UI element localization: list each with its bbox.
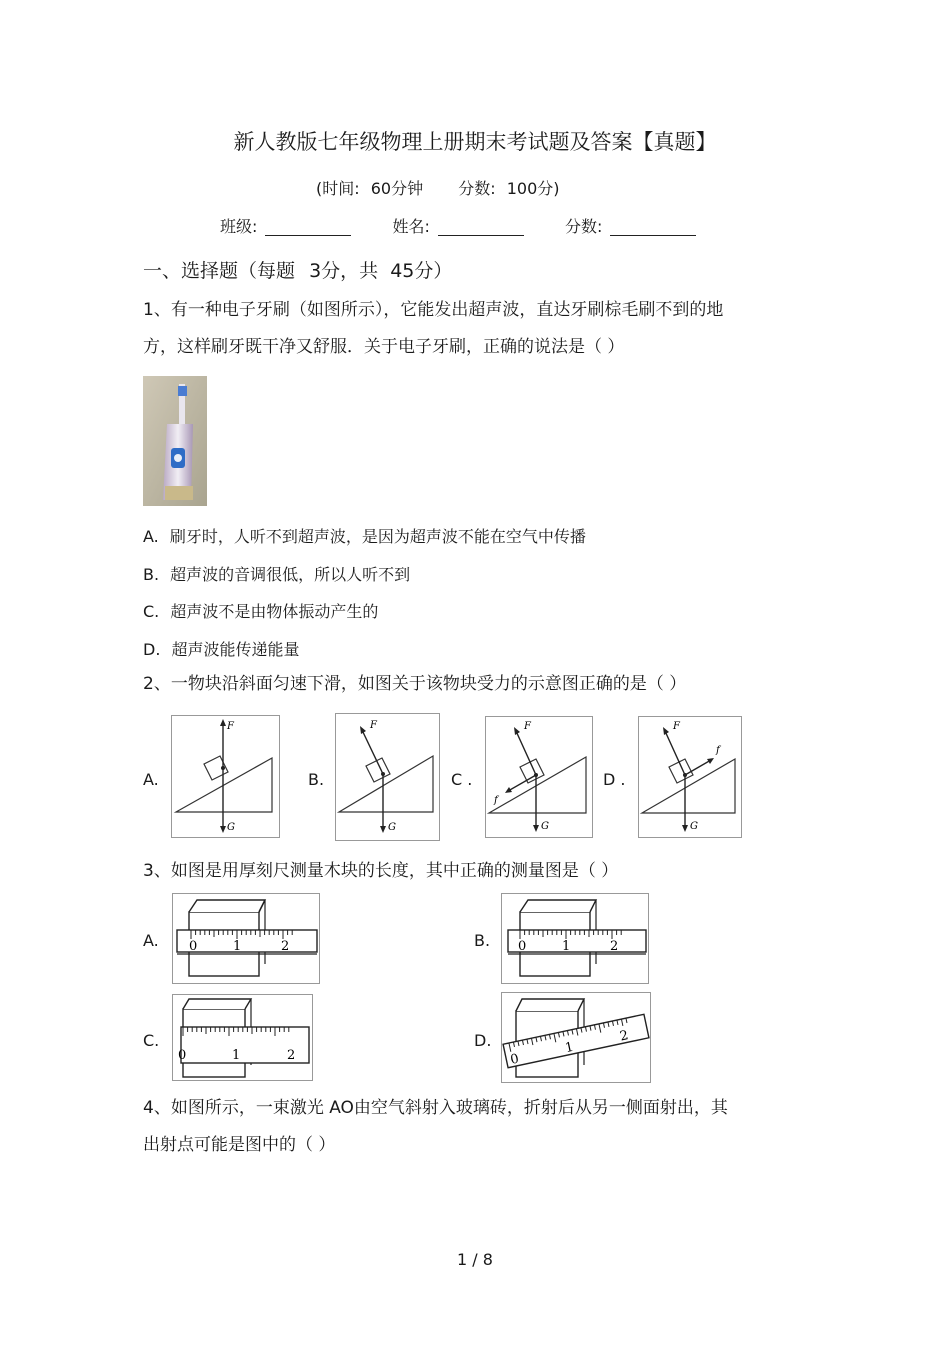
q2-figure-c (485, 716, 593, 838)
question-1-line-2: 方，这样刷牙既干净又舒服．关于电子牙刷，正确的说法是（ ） (143, 337, 625, 357)
q2-label-c[interactable]: C . (451, 770, 473, 789)
q3-d-tick-2: 2 (618, 1028, 630, 1045)
score-blank[interactable] (610, 217, 696, 236)
q3-figure-b (501, 893, 649, 984)
q2-c-force-f-label: F (524, 721, 531, 732)
q1-option-d[interactable] (143, 637, 300, 660)
q3-a-tick-0: 0 (189, 939, 198, 954)
q1-option-c-key: C. (143, 602, 160, 621)
class-label: 班级: (220, 217, 258, 236)
student-fields (220, 214, 696, 237)
q2-c-force-g-label: G (541, 821, 549, 832)
section-heading-c: 45分） (390, 260, 453, 282)
q3-c-tick-2: 2 (287, 1048, 296, 1063)
q2-b-force-f-label: F (370, 720, 377, 731)
q2-figure-d (638, 716, 742, 838)
section-heading-b: 3分，共 (309, 260, 379, 282)
time-value: 60分钟 (370, 179, 424, 198)
q3-label-d[interactable]: D. (474, 1031, 492, 1050)
score-value: 100分) (506, 179, 560, 198)
q1-option-d-text: 超声波能传递能量 (171, 640, 300, 659)
question-2-stem: 2、一物块沿斜面匀速下滑，如图关于该物块受力的示意图正确的是（ ） (143, 674, 687, 694)
name-label: 姓名: (392, 217, 430, 236)
q3-label-c[interactable]: C. (143, 1031, 160, 1050)
q2-label-d[interactable]: D . (603, 770, 626, 789)
q3-c-tick-0: 0 (178, 1048, 187, 1063)
time-label: (时间: (316, 179, 360, 198)
question-4-line-1: 4、如图所示，一束激光 AO由空气斜射入玻璃砖，折射后从另一侧面射出，其 (143, 1098, 728, 1118)
page-title: 新人教版七年级物理上册期末考试题及答案【真题】 (233, 130, 717, 154)
name-blank[interactable] (438, 217, 524, 236)
q3-figure-a (172, 893, 320, 984)
question-3-stem: 3、如图是用厚刻尺测量木块的长度，其中正确的测量图是（ ） (143, 861, 619, 881)
q1-option-a-key: A. (143, 527, 159, 546)
q3-a-tick-1: 1 (233, 939, 242, 954)
q3-c-tick-1: 1 (232, 1048, 241, 1063)
q3-figure-c (172, 994, 313, 1081)
q1-option-c[interactable] (143, 599, 378, 622)
q3-figure-d (501, 992, 651, 1083)
q2-label-b[interactable]: B. (308, 770, 325, 789)
q3-b-tick-1: 1 (562, 939, 571, 954)
q2-b-force-g-label: G (388, 822, 396, 833)
q2-label-a[interactable]: A. (143, 770, 159, 789)
q3-d-tick-0: 0 (509, 1051, 521, 1068)
q1-option-a-text: 刷牙时，人听不到超声波，是因为超声波不能在空气中传播 (169, 527, 586, 546)
question-1-line-1: 1、有一种电子牙刷（如图所示），它能发出超声波，直达牙刷棕毛刷不到的地 (143, 300, 724, 320)
q2-c-friction-label: f (494, 795, 498, 806)
toothbrush-photo (143, 376, 207, 506)
q1-option-a[interactable] (143, 524, 586, 547)
score-label: 分数: (458, 179, 496, 198)
q1-option-b-text: 超声波的音调很低，所以人听不到 (170, 565, 411, 584)
question-4-line-2: 出射点可能是图中的（ ） (143, 1135, 336, 1155)
q3-b-tick-2: 2 (610, 939, 619, 954)
q3-label-b[interactable]: B. (474, 931, 491, 950)
q2-d-force-f-label: F (673, 721, 680, 732)
section-heading (143, 256, 452, 283)
q2-figure-b (335, 713, 440, 841)
q3-d-tick-1: 1 (563, 1039, 576, 1057)
q3-label-a[interactable]: A. (143, 931, 159, 950)
q2-figure-a (171, 715, 280, 838)
q3-b-tick-0: 0 (518, 939, 527, 954)
q1-option-c-text: 超声波不是由物体振动产生的 (170, 602, 379, 621)
class-blank[interactable] (265, 217, 351, 236)
q3-a-tick-2: 2 (281, 939, 290, 954)
q2-a-force-f-label: F (227, 721, 234, 732)
q2-a-force-g-label: G (227, 822, 235, 833)
q2-d-friction-label: f (716, 745, 720, 756)
section-heading-a: 一、选择题（每题 (143, 260, 296, 282)
q1-option-b-key: B. (143, 565, 160, 584)
exam-info (316, 176, 560, 199)
q1-option-b[interactable] (143, 562, 410, 585)
q2-d-force-g-label: G (690, 821, 698, 832)
page-number: 1 / 8 (457, 1250, 493, 1269)
q1-option-d-key: D. (143, 640, 161, 659)
field-score-label: 分数: (565, 217, 603, 236)
